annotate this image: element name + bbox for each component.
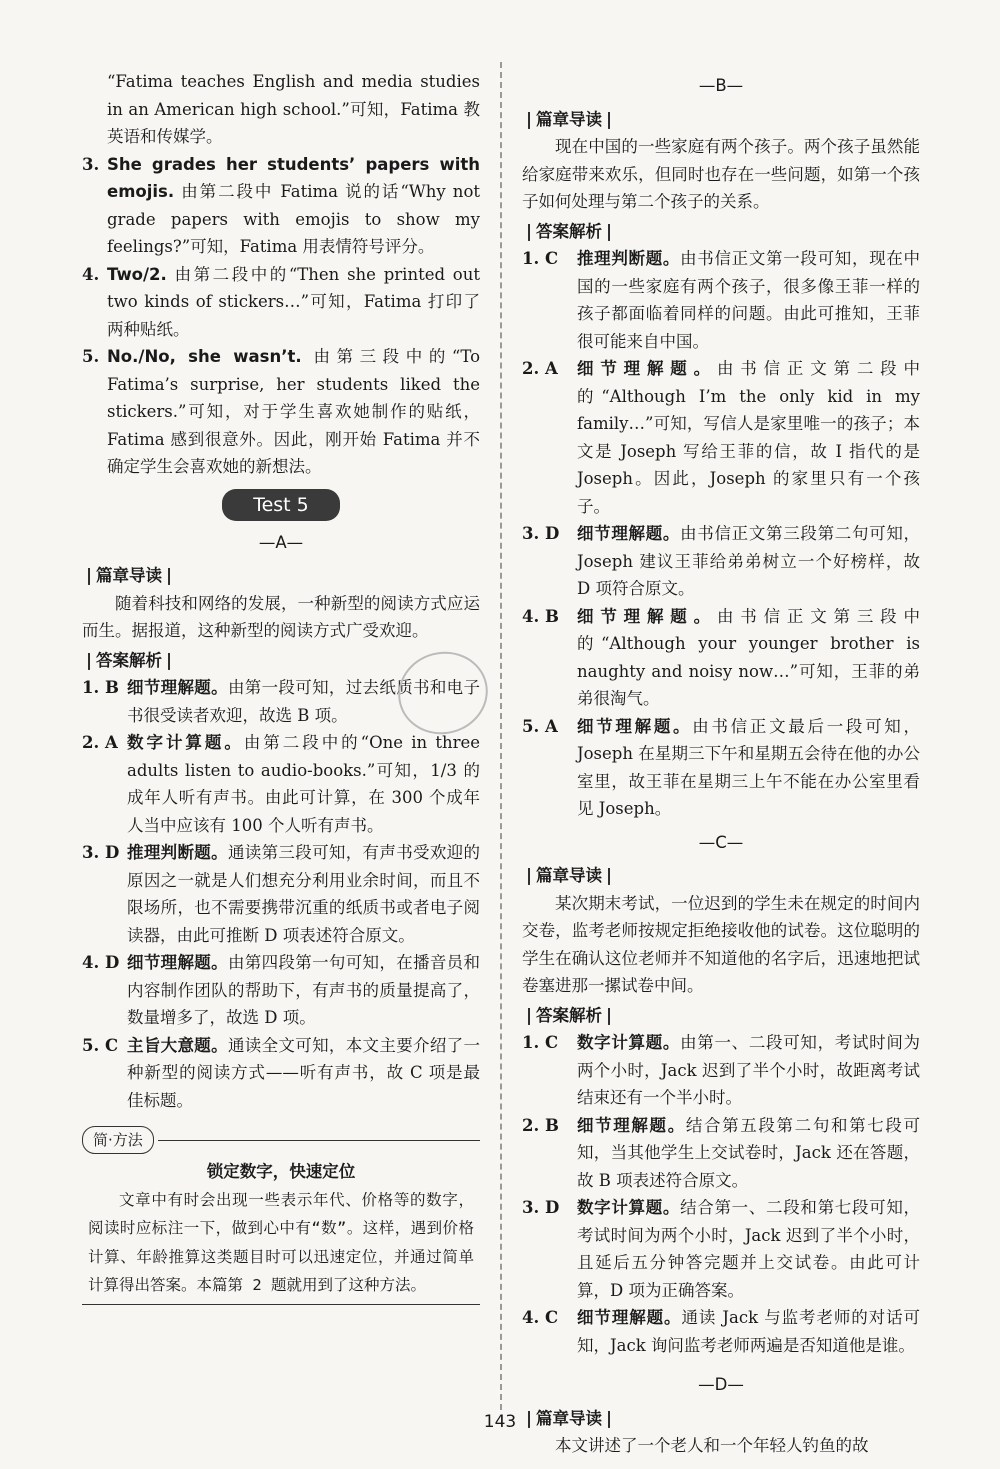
item-explanation: 由第三段中的“To Fatima’s surprise, her students liked the stickers.”可知，对于学生喜欢她制作的贴纸，Fatima 感到很意外。因此，刚开始 Fatima 并不确定学生会喜欢她的新想法。 [107,347,481,476]
method-rule [158,1140,480,1141]
item-number: 4. [82,264,100,284]
item-answer: She grades her students’ papers with emojis. [107,154,480,201]
section-heading-a: —A— [258,532,304,552]
item-explanation: 由第二段中的“Then she printed out two kinds of stickers…”可知，Fatima 打印了两种贴纸。 [107,264,480,339]
answer-c-3 [522,1194,920,1304]
method-label: 简·方法 [82,1126,154,1154]
question-type: 数字计算题。 [577,1198,681,1217]
section-heading-c: —C— [698,832,744,852]
analysis-tag: | 答案解析 | [86,650,173,670]
item-number: 5. [82,347,100,366]
question-type: 细节理解题。 [577,359,717,378]
item-explanation: 结合第五段第二句和第七段可知，当其他学生上交试卷时，Jack 还在答题，故 B 项表述符合原文。 [577,1115,921,1190]
item-explanation: 由书信正文最后一段可知，Joseph 在星期三下午和星期五会待在他的办公室里，故王菲在星期三上午不能在办公室里看见 Joseph。 [577,716,921,818]
column-divider [500,62,502,1410]
answer-b-3 [522,520,920,603]
item-explanation: 由第一、二段可知，考试时间为两个小时，Jack 迟到了半个小时，故距离考试结束还有一个半小时。 [577,1033,921,1107]
guide-text: 随着科技和网络的发展，一种新型的阅读方式应运而生。据报道，这种新型的阅读方式广受欢迎。 [82,593,480,640]
item-number: 4. C [522,1308,559,1327]
intro-continuation: “Fatima teaches English and media studies in an American high school.”可知，Fatima 教英语和传媒学。 [107,72,480,146]
item-number: 3. D [522,1198,560,1217]
guide-text-d: 本文讲述了一个老人和一个年轻人钓鱼的故 [555,1436,869,1455]
question-type: 细节理解题。 [577,1308,682,1327]
item-number: 5. A [522,716,558,736]
method-box [82,1126,480,1305]
answer-b-2 [522,355,920,520]
item-explanation: 由书信正文第三段中的“Although your younger brother is naughty and noisy now…”可知，王菲的弟弟很淘气。 [577,606,921,708]
question-type: 数字计算题。 [577,1033,681,1052]
item-explanation: 由第一段可知，过去纸质书和电子书很受读者欢迎，故选 B 项。 [127,678,481,725]
guide-tag: | 篇章导读 | [526,866,613,885]
item-number: 3. D [82,843,120,862]
item-number: 5. C [82,1035,119,1055]
item-explanation: 由书信正文第二段中的“Although I’m the only kid in my family…”可知，写信人是家里唯一的孩子；本文是 Joseph 写给王菲的信，故 I 指代的是 Joseph。因此，Joseph 的家里只有一个孩子。 [577,359,921,516]
right-column [522,68,920,1460]
section-heading-d: —D— [698,1375,744,1394]
answer-b-1 [522,245,920,355]
answer-b-5 [522,713,920,823]
item-number: 3. D [522,524,560,543]
guide-tag: | 篇章导读 | [526,109,613,129]
answer-item-3 [82,151,480,261]
question-type: 推理判断题。 [127,843,228,862]
item-explanation: 由第二段中 Fatima 说的话“Why not grade papers with emojis to show my feelings?”可知，Fatima 用表情符号评分。 [107,182,481,256]
item-explanation: 由第四段第一句可知，在播音员和内容制作团队的帮助下，有声书的质量提高了，数量增多了，故选 D 项。 [127,953,481,1027]
answer-item-4 [82,261,480,344]
item-answer: Two/2. [107,264,167,284]
guide-text-c: 某次期末考试，一位迟到的学生未在规定的时间内交卷，监考老师按规定拒绝接收他的试卷。这位聪明的学生在确认这位老师并不知道他的名字后，迅速地把试卷塞进那一摞试卷中间。 [522,893,920,995]
question-type: 主旨大意题。 [127,1035,228,1055]
guide-text-b: 现在中国的一些家庭有两个孩子。两个孩子虽然能给家庭带来欢乐，但同时也存在一些问题，如第一个孩子如何处理与第二个孩子的关系。 [522,137,920,211]
answer-c-1 [522,1029,920,1112]
item-number: 1. B [82,678,119,697]
item-number: 3. [82,154,100,174]
item-number: 1. C [522,249,559,268]
guide-tag: | 篇章导读 | [86,566,173,585]
analysis-tag: | 答案解析 | [526,221,613,241]
page-number: 143 [483,1412,517,1432]
answer-c-4 [522,1304,920,1359]
item-explanation: 由书信正文第一段可知，现在中国的一些家庭有两个孩子，很多像王菲一样的孩子都面临着同样的问题。由此可推知，王菲很可能来自中国。 [577,249,921,351]
answer-b-4 [522,603,920,713]
item-explanation: 由第二段中的“One in three adults listen to audio-books.”可知，1/3 的成年人听有声书。由此可计算，在 300 个成年人当中应该有 100 个人听有声书。 [127,733,481,835]
method-bottom-rule [82,1304,480,1305]
method-title: 锁定数字，快速定位 [206,1162,356,1181]
item-number: 4. B [522,606,559,626]
question-type: 细节理解题。 [577,606,717,626]
question-type: 细节理解题。 [577,1115,686,1135]
item-number: 1. C [522,1033,559,1052]
item-explanation: 通读 Jack 与监考老师的对话可知，Jack 询问监考老师两遍是否知道他是谁。 [577,1308,920,1355]
question-type: 推理判断题。 [577,249,681,268]
question-type: 细节理解题。 [577,716,693,736]
item-explanation: 通读全文可知，本文主要介绍了一种新型的阅读方式——听有声书，故 C 项是最佳标题。 [127,1035,481,1110]
answer-a-2 [82,729,480,839]
item-explanation: 通读第三段可知，有声书受欢迎的原因之一就是人们想充分利用业余时间，而且不限场所，也不需要携带沉重的纸质书或者电子阅读器，由此可推断 D 项表述符合原文。 [127,843,481,945]
item-explanation: 由书信正文第三段第二句可知，Joseph 建议王菲给弟弟树立一个好榜样，故 D 项符合原文。 [577,524,921,598]
analysis-tag: | 答案解析 | [526,1005,613,1025]
answer-c-2 [522,1112,920,1195]
item-explanation: 结合第一、二段和第七段可知，考试时间为两个小时，Jack 迟到了半个小时，且延后五分钟答完题并上交试卷。由此可计算，D 项为正确答案。 [577,1198,921,1300]
item-number: 4. D [82,953,120,972]
question-type: 细节理解题。 [577,524,681,543]
question-type: 细节理解题。 [127,678,228,697]
method-body: 文章中有时会出现一些表示年代、价格等的数字，阅读时应标注一下，做到心中有“数”。这样，遇到价格计算、年龄推算这类题目时可以迅速定位，并通过简单计算得出答案。本篇第 2 题就用到了这种方法。 [88,1190,474,1294]
answer-item-5 [82,343,480,481]
guide-tag: | 篇章导读 | [526,1408,613,1428]
question-type: 细节理解题。 [127,953,228,972]
answer-a-4 [82,949,480,1032]
answer-a-5 [82,1032,480,1115]
test-badge: Test 5 [222,489,340,521]
method-header [82,1126,480,1154]
question-type: 数字计算题。 [127,733,244,752]
item-number: 2. B [522,1115,559,1135]
item-number: 2. A [522,359,558,378]
item-number: 2. A [82,733,118,752]
item-answer: No./No, she wasn’t. [107,347,302,366]
section-heading-b: —B— [698,76,744,95]
answer-a-3 [82,839,480,949]
